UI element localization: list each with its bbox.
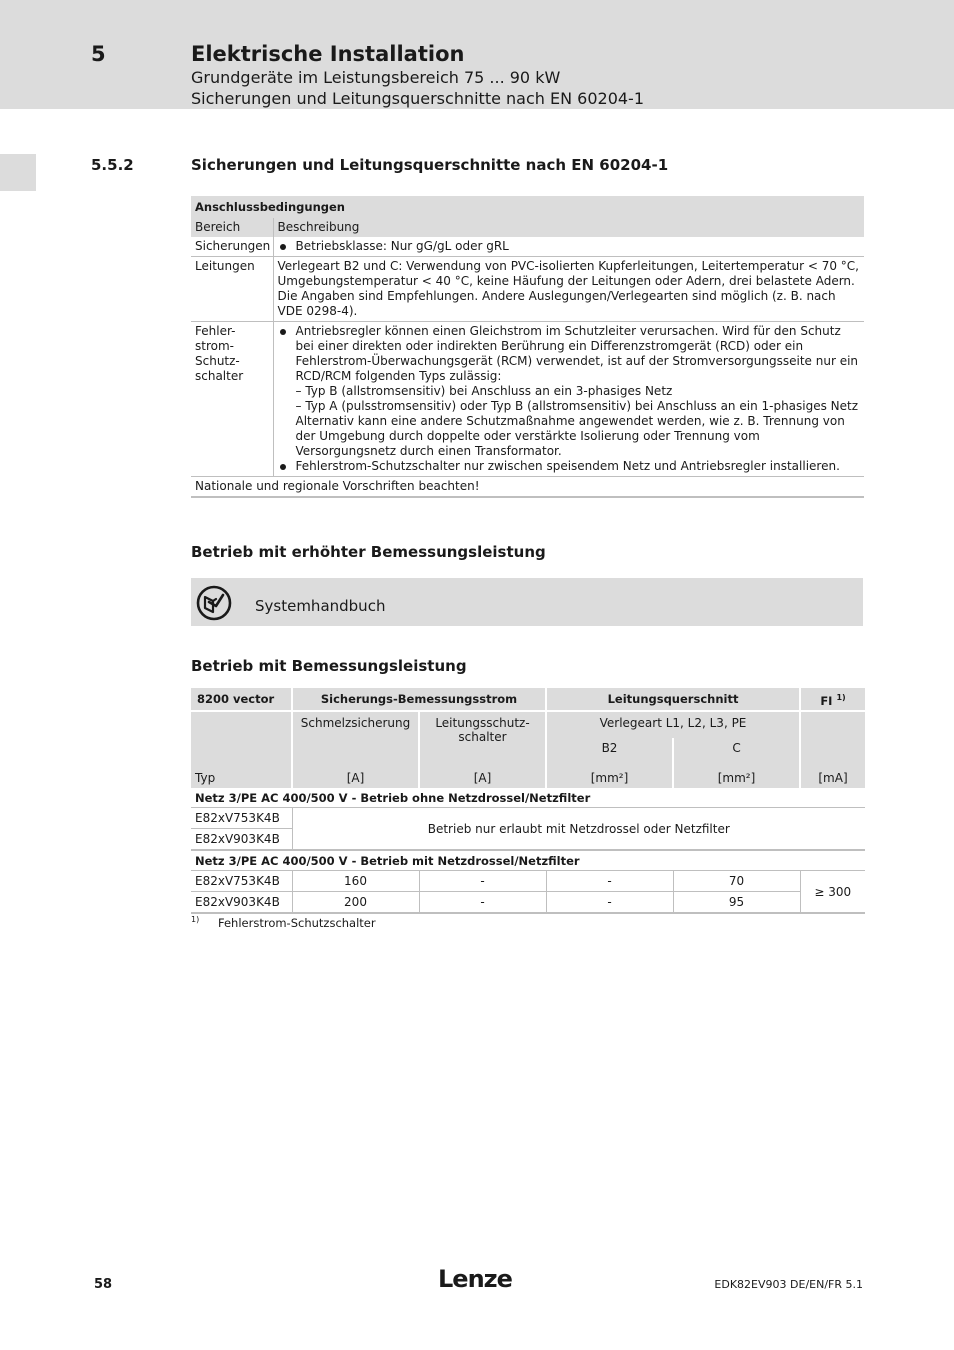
conditions-table-header bbox=[191, 196, 864, 218]
table-row bbox=[191, 808, 865, 829]
section-without-choke: Netz 3/PE AC 400/500 V - Betrieb ohne Netzdrossel/Netzfilter bbox=[191, 788, 865, 808]
section-number: 5.5.2 bbox=[91, 156, 134, 174]
row-description: Verlegeart B2 und C: Verwendung von PVC-isolierten Kupferleitungen, Leitertemperatur < 70 °C, Umgebungstemperatur < 40 °C, keine Häufung der Leitungen oder Adern, drei belastete Adern. Die Angaben sind Empfehlungen. Andere Auslegungen/Verlegearten sind möglich (z. B. nach VDE 0298-4). bbox=[273, 257, 864, 322]
list-item-text: Antriebsregler können einen Gleichstrom im Schutzleiter verursachen. Wird für den Schutz bei einer direkten oder indirekten Berührung ein Differenzstromgerät (RCD) oder ein Fehlerstrom-Überwachungsgerät (RCM) verwendet, ist auf der Stromversorgungsseite nur ein RCD/RCM folgenden Typs zulässig: bbox=[295, 324, 859, 383]
header-fi bbox=[800, 688, 865, 711]
note-text: Systemhandbuch bbox=[255, 597, 386, 615]
subheader-b2: B2 bbox=[546, 738, 673, 763]
side-tab-marker bbox=[0, 154, 36, 191]
footnote-mark: 1) bbox=[191, 915, 200, 924]
manual-reference-icon bbox=[196, 585, 232, 621]
breaker-value: - bbox=[419, 871, 546, 892]
section-with-choke: Netz 3/PE AC 400/500 V - Betrieb mit Netzdrossel/Netzfilter bbox=[191, 850, 865, 871]
row-description bbox=[273, 237, 864, 257]
c-value: 70 bbox=[673, 871, 800, 892]
footnote-text: Fehlerstrom-Schutzschalter bbox=[218, 916, 376, 930]
alternative-text: Alternativ kann eine andere Schutzmaßnahme angewendet werden, wie z. B. Trennung von der Umgebung durch doppelte oder verstärkte Isolierung oder Trennung vom Versorgungsnetz durch einen Transformator. bbox=[295, 414, 845, 458]
device-type: E82xV753K4B bbox=[191, 871, 292, 892]
table-row bbox=[191, 322, 864, 477]
chapter-title: Elektrische Installation bbox=[191, 42, 465, 66]
header-cable-cross-section: Leitungsquerschnitt bbox=[546, 688, 800, 711]
rating-table bbox=[191, 688, 865, 914]
document-reference: EDK82EV903 DE/EN/FR 5.1 bbox=[714, 1278, 863, 1291]
column-header-bereich: Bereich bbox=[191, 218, 273, 237]
header-fi-label: FI bbox=[820, 693, 833, 708]
section-title: Sicherungen und Leitungsquerschnitte nach EN 60204-1 bbox=[191, 156, 669, 174]
system-manual-note bbox=[191, 578, 863, 626]
column-header-beschreibung: Beschreibung bbox=[273, 218, 864, 237]
subheader-empty bbox=[191, 711, 292, 763]
rating-table-subheader-1 bbox=[191, 711, 865, 738]
table-row bbox=[191, 237, 864, 257]
device-type: E82xV903K4B bbox=[191, 829, 292, 851]
label-line: Schutz- bbox=[195, 354, 240, 368]
lenze-logo: Lenze bbox=[438, 1265, 512, 1293]
unit-typ: Typ bbox=[191, 763, 292, 788]
row-label-fehlerstrom-schutzschalter bbox=[191, 322, 273, 477]
operation-note: Betrieb nur erlaubt mit Netzdrossel oder Netzfilter bbox=[292, 808, 865, 851]
section-row bbox=[191, 850, 865, 871]
subheader-laying-method: Verlegeart L1, L2, L3, PE bbox=[546, 711, 800, 738]
label-line: Fehler- bbox=[195, 324, 236, 338]
melt-fuse-value: 200 bbox=[292, 892, 419, 914]
chapter-subtitle-2: Sicherungen und Leitungsquerschnitte nach EN 60204-1 bbox=[191, 89, 644, 108]
header-fuse-rating: Sicherungs-Bemessungsstrom bbox=[292, 688, 546, 711]
unit-a: [A] bbox=[419, 763, 546, 788]
conditions-table-column-row bbox=[191, 218, 864, 237]
header-8200-vector: 8200 vector bbox=[191, 688, 292, 711]
page-number: 58 bbox=[94, 1277, 113, 1292]
section-row bbox=[191, 788, 865, 808]
device-type: E82xV753K4B bbox=[191, 808, 292, 829]
c-value: 95 bbox=[673, 892, 800, 914]
row-description bbox=[273, 322, 864, 477]
table-row bbox=[191, 892, 865, 914]
subheader-c: C bbox=[673, 738, 800, 763]
heading-rated: Betrieb mit Bemessungsleistung bbox=[191, 657, 467, 675]
chapter-subtitle-1: Grundgeräte im Leistungsbereich 75 ... 90 kW bbox=[191, 68, 561, 87]
row-label-sicherungen: Sicherungen bbox=[191, 237, 273, 257]
unit-mm2: [mm²] bbox=[673, 763, 800, 788]
conditions-table bbox=[191, 196, 864, 498]
unit-mm2: [mm²] bbox=[546, 763, 673, 788]
list-item: Fehlerstrom-Schutzschalter nur zwischen speisendem Netz und Antriebsregler installieren. bbox=[278, 459, 861, 474]
footnote-ref: 1) bbox=[836, 692, 846, 702]
subheader-empty bbox=[800, 711, 865, 763]
table-row bbox=[191, 871, 865, 892]
rating-table-units bbox=[191, 763, 865, 788]
rating-table-header bbox=[191, 688, 865, 711]
list-item: Betriebsklasse: Nur gG/gL oder gRL bbox=[278, 239, 861, 254]
subheader-circuit-breaker bbox=[419, 711, 546, 763]
device-type: E82xV903K4B bbox=[191, 892, 292, 914]
dash-item: – Typ A (pulsstromsensitiv) oder Typ B (allstromsensitiv) bei Anschluss an ein 1-phasiges Netz bbox=[295, 399, 859, 413]
row-label-leitungen: Leitungen bbox=[191, 257, 273, 322]
conditions-table-title: Anschlussbedingungen bbox=[191, 196, 864, 218]
b2-value: - bbox=[546, 892, 673, 914]
unit-a: [A] bbox=[292, 763, 419, 788]
list-item bbox=[278, 324, 861, 459]
label-line: schalter bbox=[195, 369, 244, 383]
table-row bbox=[191, 257, 864, 322]
subheader-melt-fuse: Schmelzsicherung bbox=[292, 711, 419, 763]
breaker-value: - bbox=[419, 892, 546, 914]
subheader-line: Leitungsschutz- bbox=[435, 716, 530, 730]
subheader-line: schalter bbox=[458, 730, 507, 744]
table-row bbox=[191, 477, 864, 498]
chapter-number: 5 bbox=[91, 42, 106, 66]
label-line: strom- bbox=[195, 339, 234, 353]
dash-item: – Typ B (allstromsensitiv) bei Anschluss an ein 3-phasiges Netz bbox=[295, 384, 673, 398]
unit-ma: [mA] bbox=[800, 763, 865, 788]
fi-value: ≥ 300 bbox=[800, 871, 865, 914]
melt-fuse-value: 160 bbox=[292, 871, 419, 892]
b2-value: - bbox=[546, 871, 673, 892]
conditions-table-footer: Nationale und regionale Vorschriften beachten! bbox=[191, 477, 864, 498]
heading-increased-rating: Betrieb mit erhöhter Bemessungsleistung bbox=[191, 543, 546, 561]
